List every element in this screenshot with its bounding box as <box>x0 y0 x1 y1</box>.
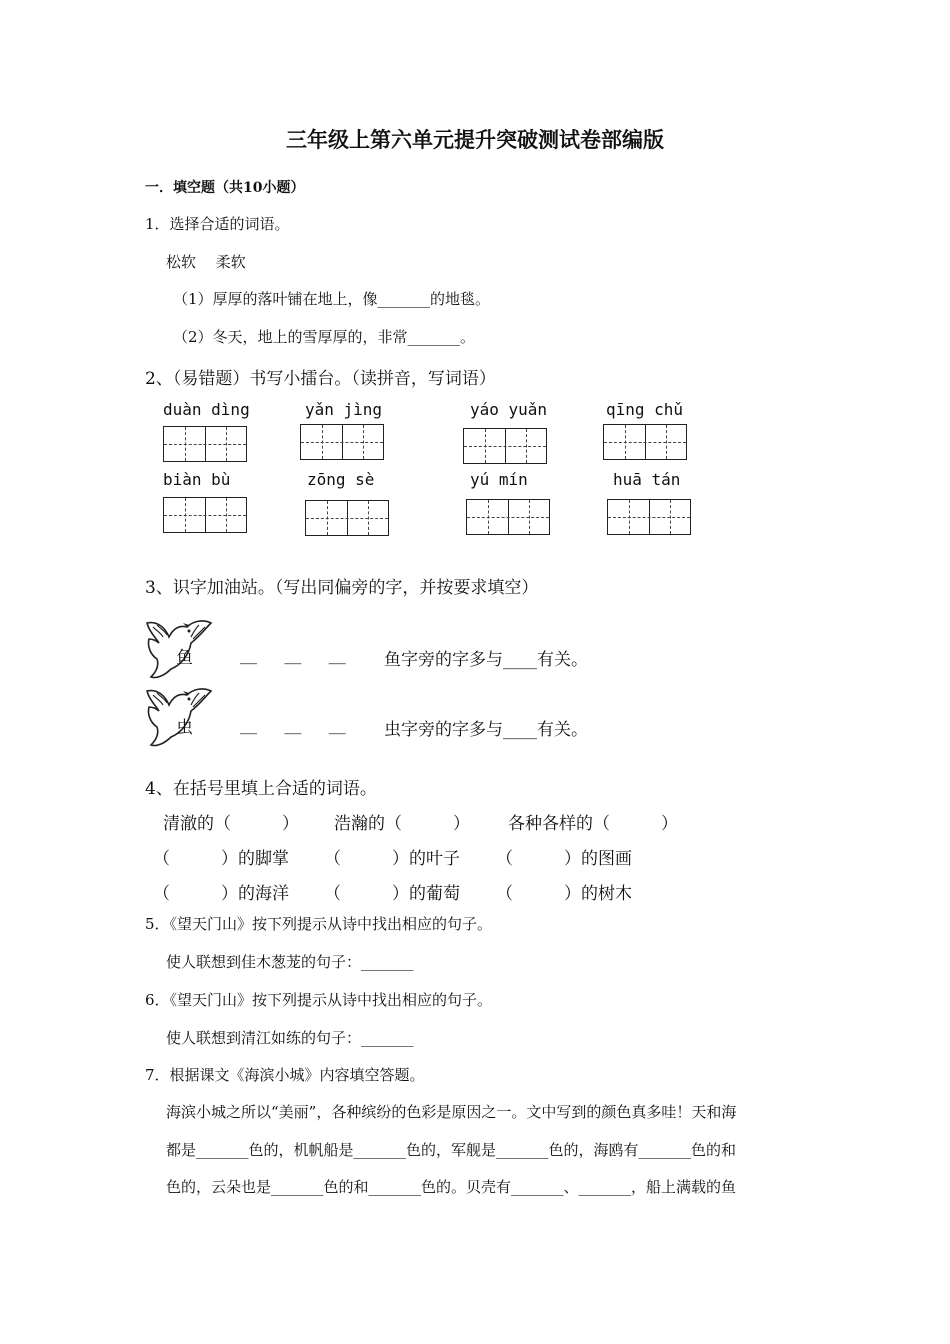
pinyin-label: biàn bù <box>163 470 231 489</box>
radical-blanks[interactable]: __ __ __ <box>240 645 346 665</box>
writing-grid[interactable] <box>607 499 691 535</box>
pinyin-label: yáo yuǎn <box>470 400 548 419</box>
radical-blanks[interactable]: __ __ __ <box>240 715 346 735</box>
fill-in-phrase: （ ）的图画 <box>496 849 632 869</box>
question-1-sentence-2: （2）冬天，地上的雪厚厚的，非常_______。 <box>173 328 476 346</box>
question-6-prompt: 使人联想到清江如练的句子：_______ <box>166 1029 414 1047</box>
question-3-label: 3、识字加油站。（写出同偏旁的字，并按要求填空） <box>145 578 539 598</box>
question-4-label: 4、在括号里填上合适的词语。 <box>145 779 377 799</box>
question-1-sentence-1: （1）厚厚的落叶铺在地上，像_______的地毯。 <box>173 290 491 308</box>
writing-grid[interactable] <box>305 500 389 536</box>
radical-sentence: 鱼字旁的字多与____有关。 <box>384 650 588 670</box>
writing-grid[interactable] <box>300 424 384 460</box>
fill-in-phrase: （ ）的海洋 <box>153 884 289 904</box>
question-1-options: 松软 柔软 <box>166 253 246 271</box>
fill-in-phrase: （ ）的树木 <box>496 884 632 904</box>
pinyin-label: yǎn jìng <box>305 400 383 419</box>
question-5-prompt: 使人联想到佳木葱茏的句子：_______ <box>166 953 414 971</box>
writing-grid[interactable] <box>463 428 547 464</box>
pinyin-label: qīng chǔ <box>606 400 684 419</box>
writing-grid[interactable] <box>603 424 687 460</box>
question-7-label: 7．根据课文《海滨小城》内容填空答题。 <box>145 1066 425 1084</box>
question-5-label: 5．《望天门山》按下列提示从诗中找出相应的句子。 <box>145 915 493 933</box>
fill-in-phrase: （ ）的叶子 <box>324 849 460 869</box>
radical-character: 鱼 <box>176 648 193 668</box>
radical-sentence: 虫字旁的字多与____有关。 <box>384 720 588 740</box>
question-7-passage-line: 海滨小城之所以“美丽”，各种缤纷的色彩是原因之一。文中写到的颜色真多哇！天和海 <box>166 1103 737 1121</box>
question-7-passage-line: 都是_______色的，机帆船是_______色的，军舰是_______色的，海鸥有_______色的和 <box>166 1141 737 1159</box>
section-heading: 一．填空题（共10小题） <box>145 180 305 196</box>
pinyin-label: huā tán <box>613 470 681 489</box>
writing-grid[interactable] <box>466 499 550 535</box>
fill-in-phrase: 清澈的（ ） <box>163 814 299 834</box>
writing-grid[interactable] <box>163 497 247 533</box>
fill-in-phrase: 浩瀚的（ ） <box>334 814 470 834</box>
question-6-label: 6．《望天门山》按下列提示从诗中找出相应的句子。 <box>145 991 493 1009</box>
page-title: 三年级上第六单元提升突破测试卷部编版 <box>286 127 664 152</box>
pinyin-label: yú mín <box>470 470 528 489</box>
question-1-label: 1．选择合适的词语。 <box>145 215 290 233</box>
fill-in-phrase: （ ）的葡萄 <box>324 884 460 904</box>
radical-character: 虫 <box>176 718 193 738</box>
question-2-label: 2、（易错题）书写小擂台。（读拼音，写词语） <box>145 369 496 389</box>
pinyin-label: zōng sè <box>307 470 375 489</box>
fill-in-phrase: （ ）的脚掌 <box>153 849 289 869</box>
fill-in-phrase: 各种各样的（ ） <box>508 814 678 834</box>
pinyin-label: duàn dìng <box>163 400 250 419</box>
question-7-passage-line: 色的，云朵也是_______色的和_______色的。贝壳有_______、_______，船上满载的鱼 <box>166 1178 737 1196</box>
writing-grid[interactable] <box>163 426 247 462</box>
